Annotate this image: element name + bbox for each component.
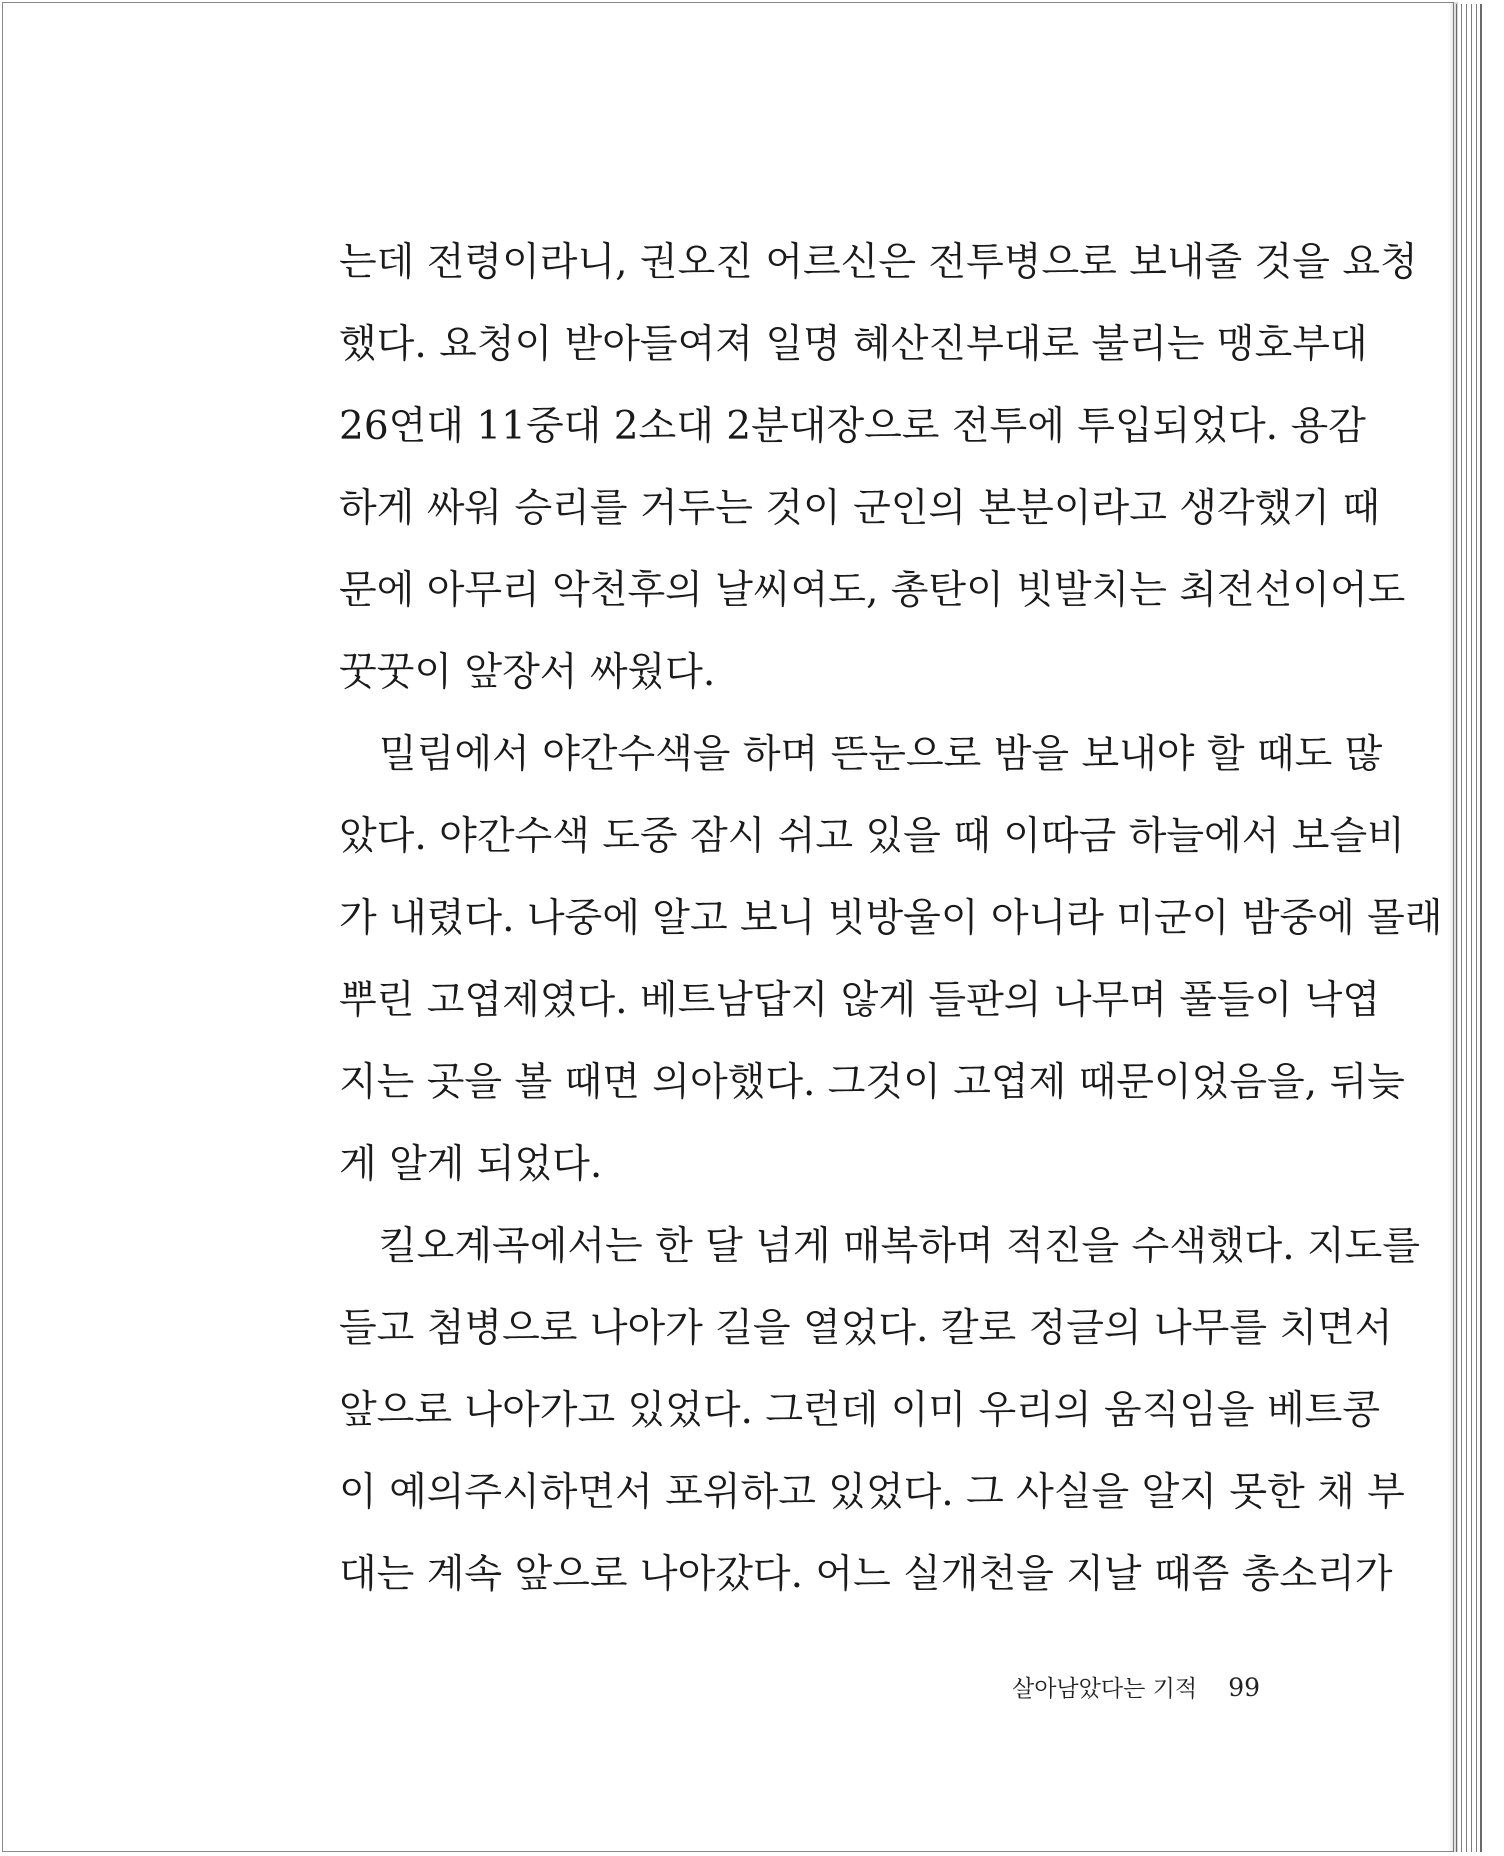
running-title: 살아남았다는 기적	[1012, 1676, 1198, 1702]
text-line: 앞으로 나아가고 있었다. 그런데 이미 우리의 움직임을 베트콩	[339, 1388, 1381, 1433]
page-edges	[1454, 4, 1482, 1852]
text-line: 문에 아무리 악천후의 날씨여도, 총탄이 빗발치는 최전선이어도	[339, 568, 1406, 613]
text-line: 았다. 야간수색 도중 잠시 쉬고 있을 때 이따금 하늘에서 보슬비	[339, 814, 1405, 859]
paragraph-end-line: 게 알게 되었다.	[339, 1142, 603, 1187]
paragraph-start-line: 밀림에서 야간수색을 하며 뜬눈으로 밤을 보내야 할 때도 많	[379, 732, 1383, 777]
paragraph-end-line: 꿋꿋이 앞장서 싸웠다.	[339, 650, 716, 695]
text-line: 하게 싸워 승리를 거두는 것이 군인의 본분이라고 생각했기 때	[339, 486, 1381, 531]
text-line: 했다. 요청이 받아들여져 일명 혜산진부대로 불리는 맹호부대	[339, 322, 1368, 367]
text-line: 지는 곳을 볼 때면 의아했다. 그것이 고엽제 때문이었음을, 뒤늦	[339, 1060, 1405, 1105]
text-line: 가 내렸다. 나중에 알고 보니 빗방울이 아니라 미군이 밤중에 몰래	[339, 896, 1443, 941]
page-edge-shadow	[1448, 2, 1458, 1852]
page-footer	[1012, 1670, 1260, 1704]
paragraph-start-line: 킬오계곡에서는 한 달 넘게 매복하며 적진을 수색했다. 지도를	[379, 1224, 1421, 1269]
text-line: 뿌린 고엽제였다. 베트남답지 않게 들판의 나무며 풀들이 낙엽	[339, 978, 1381, 1023]
text-line: 이 예의주시하면서 포위하고 있었다. 그 사실을 알지 못한 채 부	[339, 1470, 1405, 1515]
text-line: 대는 계속 앞으로 나아갔다. 어느 실개천을 지날 때쯤 총소리가	[339, 1552, 1393, 1597]
text-line: 들고 첨병으로 나아가 길을 열었다. 칼로 정글의 나무를 치면서	[339, 1306, 1393, 1351]
body-text	[339, 222, 1443, 1616]
text-line: 26연대 11중대 2소대 2분대장으로 전투에 투입되었다. 용감	[339, 404, 1366, 449]
text-line: 는데 전령이라니, 권오진 어르신은 전투병으로 보내줄 것을 요청	[339, 240, 1418, 285]
page-number: 99	[1228, 1673, 1260, 1702]
